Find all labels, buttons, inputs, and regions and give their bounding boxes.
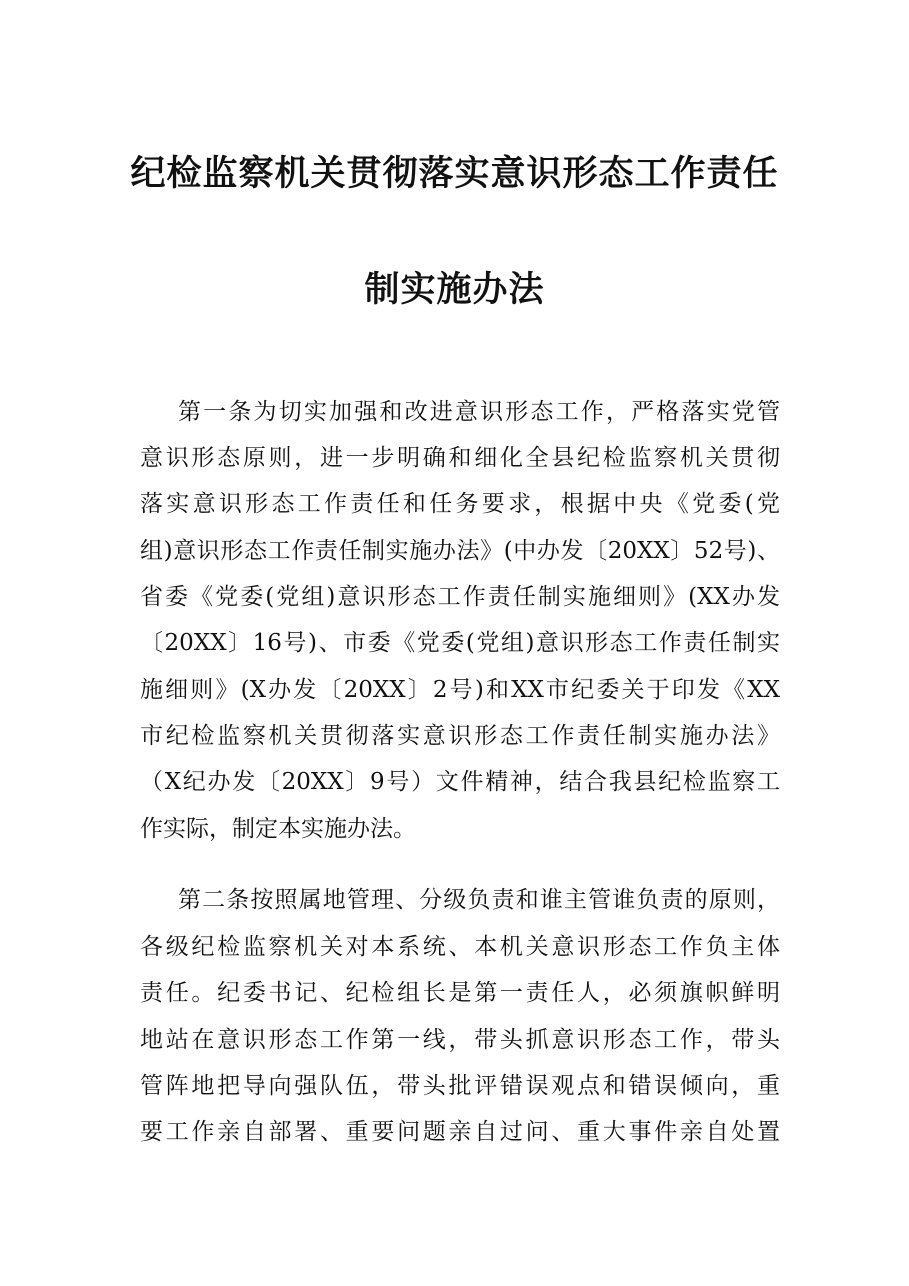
paragraph-2-line-3: 责任。纪委书记、纪检组长是第一责任人，必须旗帜鲜明 <box>140 980 780 1006</box>
document-title-line-1: 纪检监察机关贯彻落实意识形态工作责任 <box>130 153 779 194</box>
paragraph-2-line-2: 各级纪检监察机关对本系统、本机关意识形态工作负主体 <box>140 934 780 960</box>
paragraph-2-line-5: 管阵地把导向强队伍，带头批评错误观点和错误倾向，重 <box>140 1073 780 1099</box>
paragraph-2-line-1: 第二条按照属地管理、分级负责和谁主管谁负责的原则， <box>178 887 780 913</box>
paragraph-2-line-6: 要工作亲自部署、重要问题亲自过问、重大事件亲自处置 <box>140 1119 780 1145</box>
paragraph-1-line-6: 〔20XX〕16号)、市委《党委(党组)意识形态工作责任制实 <box>140 630 780 656</box>
paragraph-1-line-10: 作实际，制定本实施办法。 <box>140 816 416 842</box>
paragraph-1-line-3: 落实意识形态工作责任和任务要求，根据中央《党委(党 <box>140 491 780 517</box>
paragraph-1-line-7: 施细则》(X办发〔20XX〕2号)和XX市纪委关于印发《XX <box>140 677 780 703</box>
paragraph-1-line-8: 市纪检监察机关贯彻落实意识形态工作责任制实施办法》 <box>140 723 780 749</box>
paragraph-1-line-5: 省委《党委(党组)意识形态工作责任制实施细则》(XX办发 <box>140 584 780 610</box>
paragraph-1-line-4: 组)意识形态工作责任制实施办法》(中办发〔20XX〕52号)、 <box>140 538 780 564</box>
paragraph-2-line-4: 地站在意识形态工作第一线，带头抓意识形态工作，带头 <box>140 1027 780 1053</box>
paragraph-1-line-2: 意识形态原则，进一步明确和细化全县纪检监察机关贯彻 <box>140 445 780 471</box>
paragraph-1-line-1: 第一条为切实加强和改进意识形态工作，严格落实党管 <box>178 399 780 425</box>
document-title-line-2: 制实施办法 <box>364 269 545 310</box>
paragraph-1-line-9: （X纪办发〔20XX〕9号）文件精神，结合我县纪检监察工 <box>140 769 780 795</box>
